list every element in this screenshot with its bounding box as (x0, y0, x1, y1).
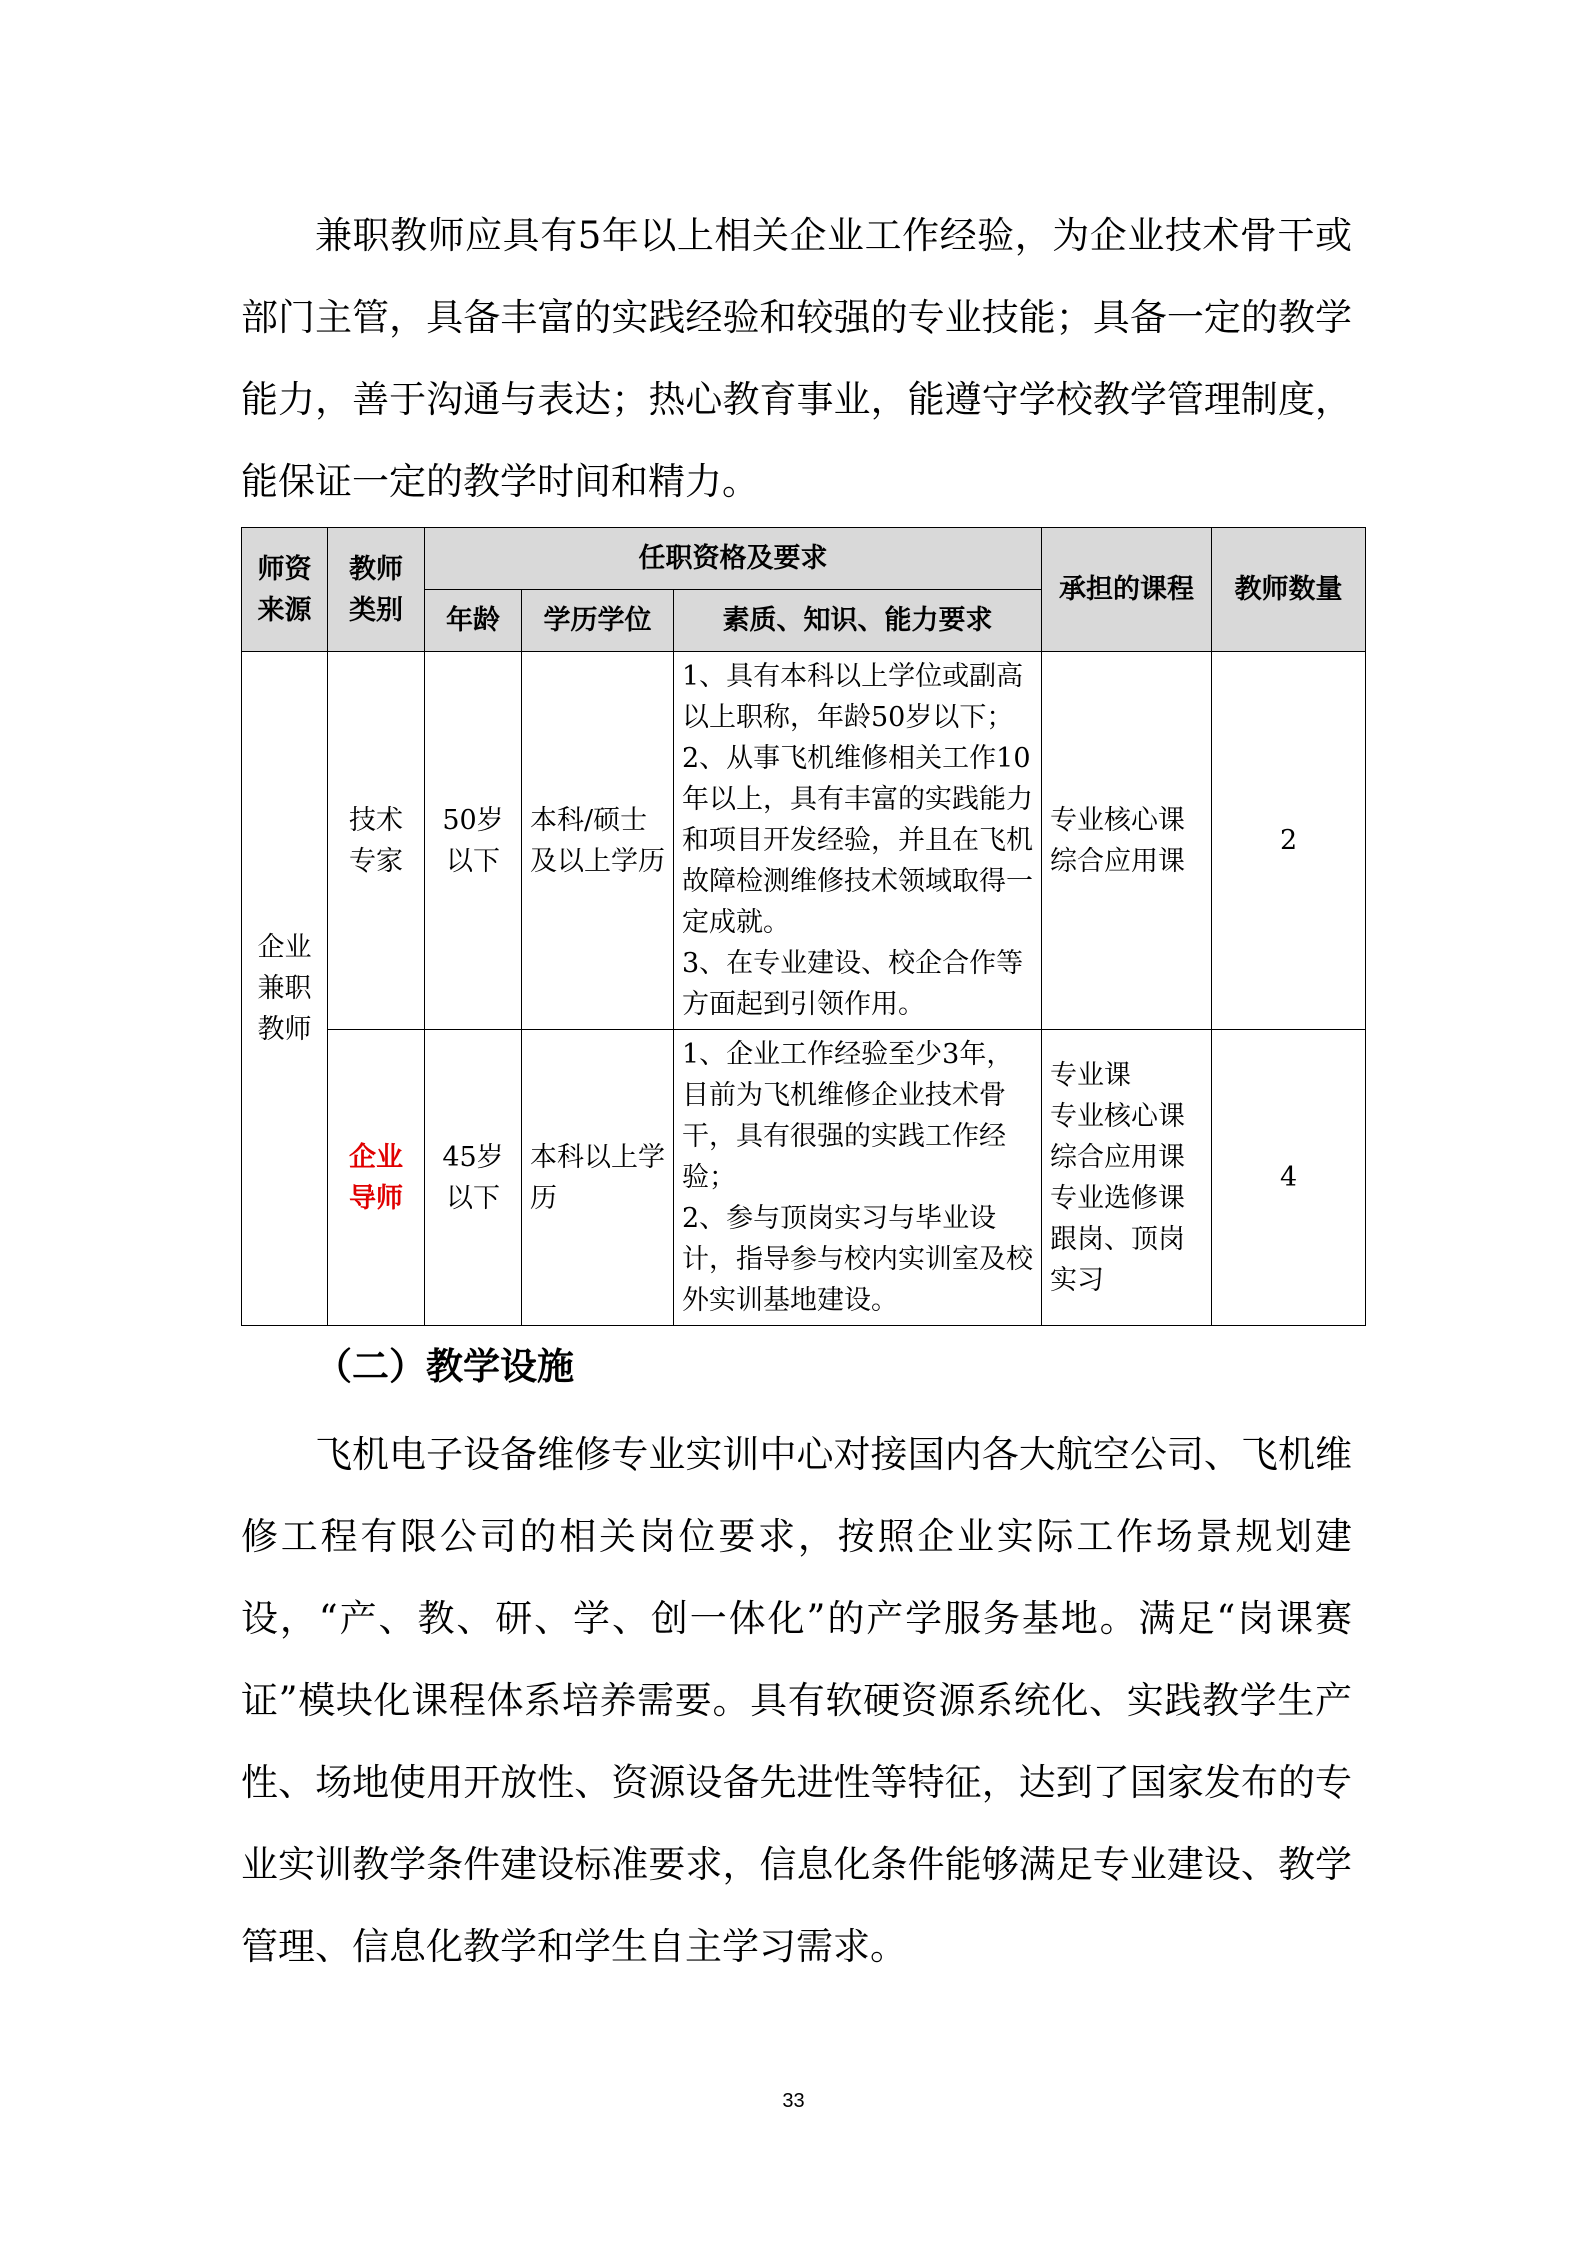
requirements-cell (674, 1030, 1042, 1326)
requirement-item: 2、参与顶岗实习与毕业设计，指导参与校内实训室及校外实训基地建设。 (682, 1203, 1033, 1316)
category-cell: 技术专家 (328, 652, 425, 1030)
degree-cell: 本科/硕士及以上学历 (522, 652, 674, 1030)
course-item: 专业核心课 (1050, 1100, 1186, 1132)
teacher-qualification-table (241, 527, 1366, 1326)
header-qualifications: 任职资格及要求 (425, 528, 1042, 590)
requirement-item: 1、具有本科以上学位或副高以上职称，年龄50岁以下； (682, 661, 1024, 733)
intro-paragraph: 兼职教师应具有5年以上相关企业工作经验，为企业技术骨干或部门主管，具备丰富的实践经验和较强的专业技能；具备一定的教学能力，善于沟通与表达；热心教育事业，能遵守学校教学管理制度，能保证一定的教学时间和精力。 (241, 214, 1352, 503)
header-courses: 承担的课程 (1042, 528, 1212, 652)
header-count: 教师数量 (1212, 528, 1366, 652)
course-item: 专业课 (1050, 1059, 1132, 1091)
courses-cell (1042, 1030, 1212, 1326)
table-row (242, 652, 1366, 1030)
section-heading: （二）教学设施 (315, 1345, 574, 1388)
category-cell: 企业导师 (328, 1030, 425, 1326)
requirement-item: 3、在专业建设、校企合作等方面起到引领作用。 (682, 948, 1024, 1020)
course-item: 专业核心课 (1050, 804, 1186, 836)
course-item: 综合应用课 (1050, 845, 1186, 877)
header-requirements: 素质、知识、能力要求 (674, 590, 1042, 652)
requirement-item: 2、从事飞机维修相关工作10年以上，具有丰富的实践能力和项目开发经验，并且在飞机故障检测维修技术领域取得一定成就。 (682, 743, 1033, 938)
age-cell: 50岁以下 (425, 652, 522, 1030)
course-item: 综合应用课 (1050, 1141, 1186, 1173)
requirements-cell (674, 652, 1042, 1030)
degree-cell: 本科以上学历 (522, 1030, 674, 1326)
courses-cell (1042, 652, 1212, 1030)
header-category: 教师类别 (328, 528, 425, 652)
age-cell: 45岁以下 (425, 1030, 522, 1326)
requirement-item: 1、企业工作经验至少3年，目前为飞机维修企业技术骨干，具有很强的实践工作经验； (682, 1039, 1014, 1193)
header-degree: 学历学位 (522, 590, 674, 652)
facilities-paragraph: 飞机电子设备维修专业实训中心对接国内各大航空公司、飞机维修工程有限公司的相关岗位要求，按照企业实际工作场景规划建设，“产、教、研、学、创一体化”的产学服务基地。满足“岗课赛证”模块化课程体系培养需要。具有软硬资源系统化、实践教学生产性、场地使用开放性、资源设备先进性等特征，达到了国家发布的专业实训教学条件建设标准要求，信息化条件能够满足专业建设、教学管理、信息化教学和学生自主学习需求。 (241, 1433, 1352, 1968)
count-cell: 4 (1212, 1030, 1366, 1326)
course-item: 跟岗、顶岗实习 (1050, 1223, 1186, 1296)
header-age: 年龄 (425, 590, 522, 652)
page-number: 33 (782, 2090, 805, 2112)
header-source: 师资来源 (242, 528, 328, 652)
table-row (242, 1030, 1366, 1326)
source-cell: 企业兼职教师 (242, 652, 328, 1326)
course-item: 专业选修课 (1050, 1182, 1186, 1214)
count-cell: 2 (1212, 652, 1366, 1030)
